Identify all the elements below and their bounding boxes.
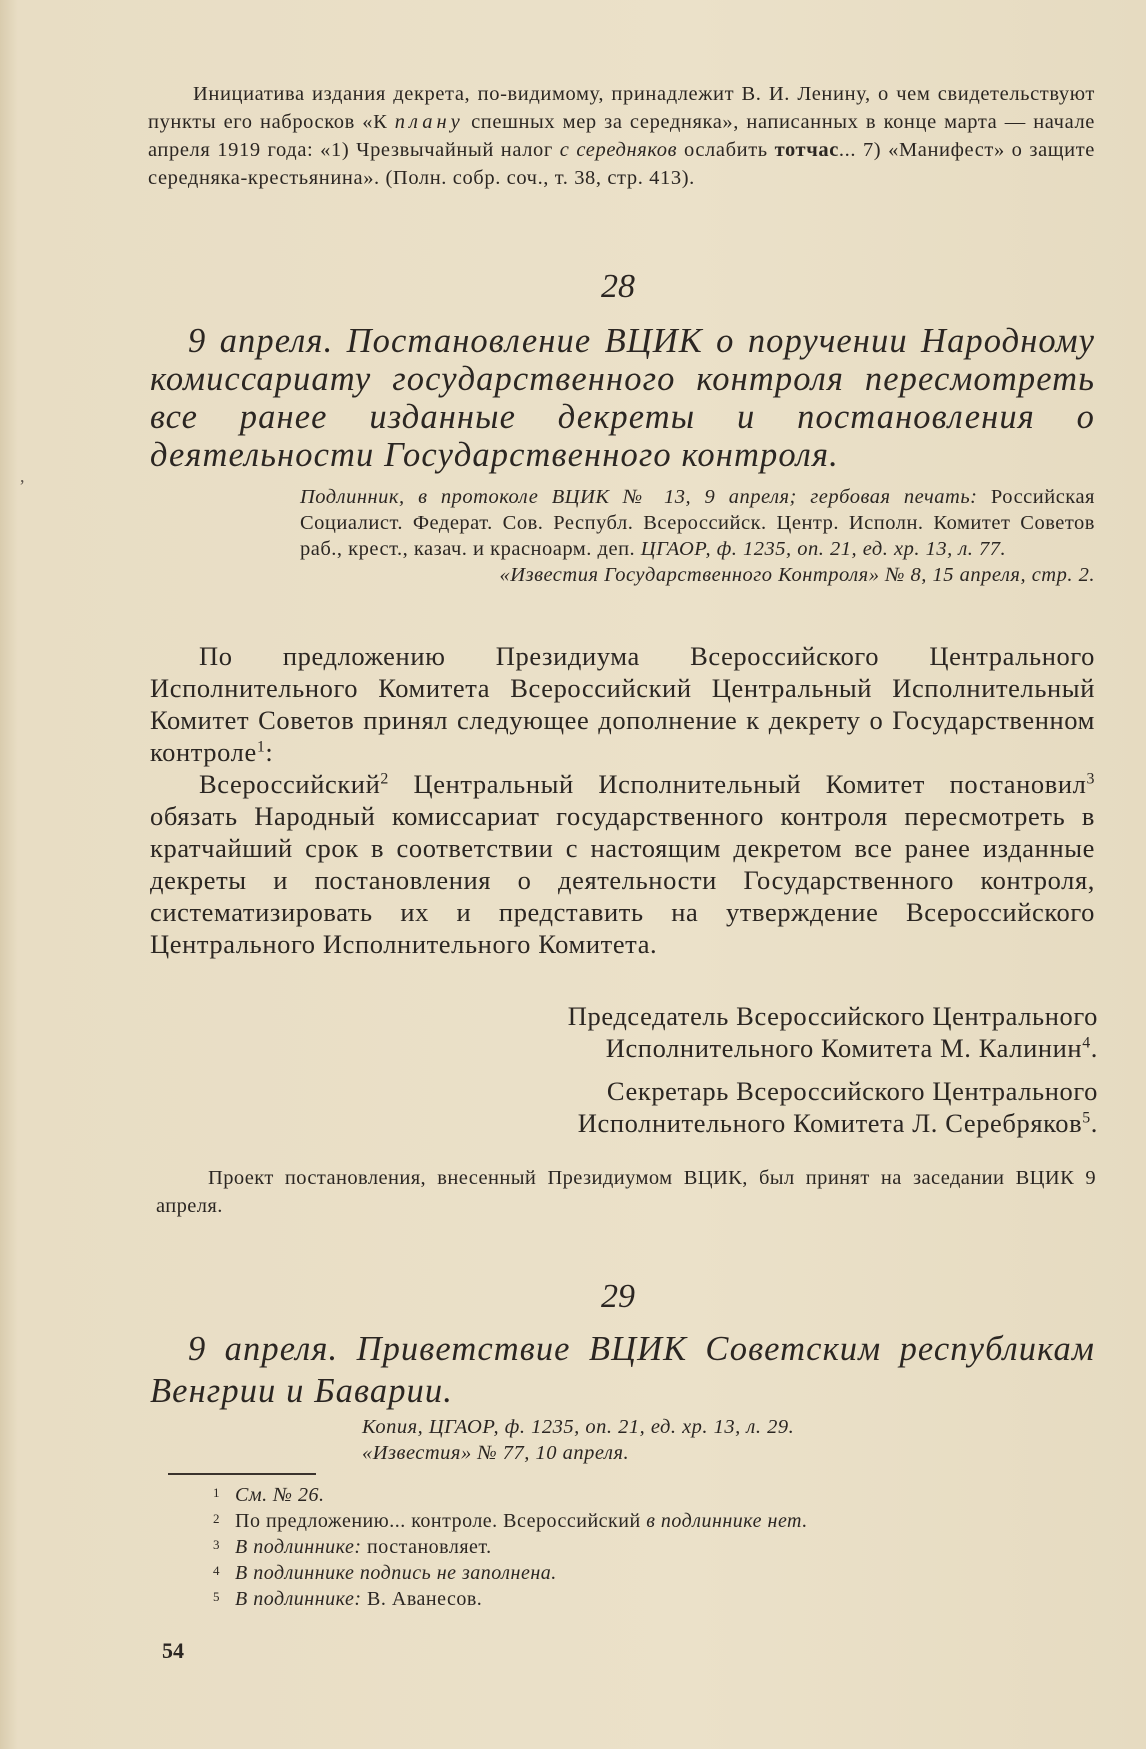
footnote-text: В подлиннике: [235,1588,362,1610]
footnote-mark: 3 [213,1537,220,1552]
footnote-4 [213,1560,1073,1586]
signature-chairman-line1: Председатель Всероссийского Центрального [567,1001,1098,1031]
source-italic: Подлинник, в протоколе ВЦИК № 13, 9 апреля; гербовая печать: [300,486,978,508]
body-paragraph-2-mid: Центральный Исполнительный Комитет постановил [388,769,1087,799]
document-29-title [150,1328,1095,1412]
footnote-mark: 4 [213,1563,220,1578]
footnote-2 [213,1508,1073,1534]
intro-text-end: ... 7) «Манифест» о защите середняка-крестьянина». (Полн. собр. соч., т. 38, стр. 413). [148,139,1095,189]
footnote-3 [213,1534,1073,1560]
intro-italic: с середняков [559,139,678,161]
intro-bold: тотчас [774,139,839,161]
footnote-text: По предложению... контроле. Всероссийский [235,1510,647,1532]
intro-commentary [148,80,1095,192]
note-text: Проект постановления, внесенный Президиумом ВЦИК, был принят на заседании ВЦИК 9 апреля. [156,1167,1096,1217]
footnote-text: в подлиннике нет. [646,1510,808,1532]
intro-text: Инициатива издания декрета, по-видимому, принадлежит В. И. Ленину, о чем свидетельствуют пункты его набросков «К [148,83,1095,133]
document-28-body [150,640,1095,960]
footnote-mark: 1 [213,1485,220,1500]
footnote-text: В подлиннике: [235,1536,362,1558]
page-number: 54 [162,1638,184,1663]
body-paragraph-2-end: обязать Народный комиссариат государственного контроля пересмотреть в кратчайший срок в соответствии с настоящим декретом все ранее изданные декреты и постановления о деятельности Государственного контроля, систематизировать их и представить на утверждение Всероссийского Центрального Исполнительного Комитета. [150,801,1095,959]
document-28-note [156,1164,1096,1220]
footnote-text: См. № 26. [235,1484,325,1506]
signature-secretary-line1: Секретарь Всероссийского Центрального [606,1076,1098,1106]
signature-secretary-line2: Исполнительного Комитета Л. Серебряков [577,1108,1083,1138]
document-number-28: 28 [601,268,635,305]
footnote-ref-5: 5 [1082,1109,1091,1127]
footnote-text: постановляет. [361,1536,492,1558]
end-dot: . [1090,1033,1098,1063]
footnote-1 [213,1482,1073,1508]
footnote-ref-2: 2 [380,770,389,788]
body-paragraph-1-end: : [265,737,274,767]
footnote-mark: 5 [213,1589,220,1604]
source-29-line1: Копия, ЦГАОР, ф. 1235, оп. 21, ед. хр. 13, л. 29. [362,1416,795,1438]
footnote-mark: 2 [213,1511,220,1526]
signature-chairman [568,1000,1098,1064]
footnote-separator [168,1473,316,1475]
document-28-source [300,484,1095,588]
end-dot: . [1090,1108,1098,1138]
footnote-ref-4: 4 [1082,1034,1091,1052]
document-29-source [362,1414,1095,1466]
intro-text-mid: спешных мер за середняка», написанных в конце марта — начале апреля 1919 года: «1) Чрезвычайный налог [148,111,1095,161]
signature-secretary [578,1075,1098,1139]
document-28-title-text: 9 апреля. Постановление ВЦИК о поручении Народному комиссариату государственного контроля пересмотреть все ранее изданные декреты и постановления о деятельности Государственного контроля. [150,322,1095,474]
document-28-title [150,322,1095,474]
footnote-text: В. Аванесов. [361,1588,483,1610]
footnote-text: В подлиннике подпись не заполнена. [235,1562,557,1584]
source-29-line2: «Известия» № 77, 10 апреля. [362,1442,630,1464]
footnotes [213,1482,1073,1612]
footnote-ref-3: 3 [1086,770,1095,788]
source-publication: «Известия Государственного Контроля» № 8, 15 апреля, стр. 2. [499,564,1095,586]
body-paragraph-1: По предложению Президиума Всероссийского Центрального Исполнительного Комитета Всероссийский Центральный Исполнительный Комитет Советов принял следующее дополнение к декрету о Государственном контроле [150,641,1095,767]
intro-text-mid2: ослабить [677,139,775,161]
document-number-29: 29 [601,1278,635,1315]
document-29-title-text: 9 апреля. Приветствие ВЦИК Советским республикам Венгрии и Баварии. [150,1330,1095,1410]
signature-chairman-line2: Исполнительного Комитета М. Калинин [605,1033,1083,1063]
intro-spaced-word: плану [394,111,464,133]
body-paragraph-2-start: Всероссийский [199,769,381,799]
margin-mark: , [20,466,25,486]
footnote-5 [213,1586,1073,1612]
footnote-ref-1: 1 [256,738,266,756]
source-archive: ЦГАОР, ф. 1235, оп. 21, ед. хр. 13, л. 77. [640,538,1007,560]
source-plain: Российская Социалист. Федерат. Сов. Республ. Всеросcийск. Центр. Исполн. Комитет Советов раб., крест., казач. и красноарм. деп. [300,486,1095,560]
